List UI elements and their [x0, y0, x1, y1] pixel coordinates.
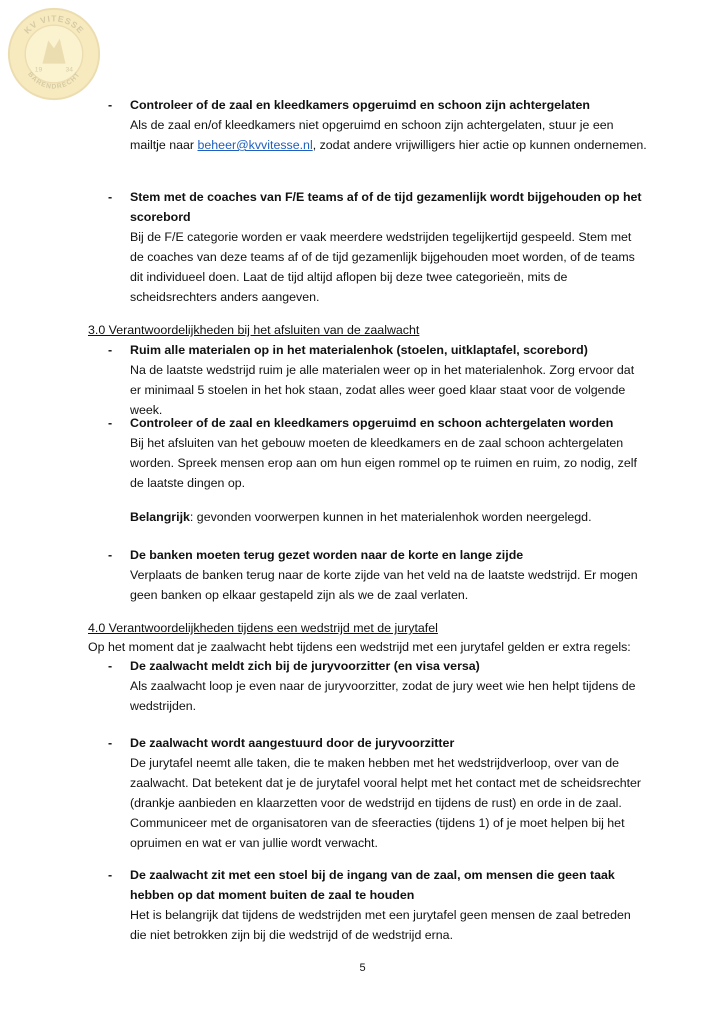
- bullet-dash: -: [108, 416, 113, 430]
- svg-text:34: 34: [65, 66, 74, 74]
- item-body: Verplaats de banken terug naar de korte zijde van het veld na de laatste wedstrijd. Er mogen geen banken op elkaar gestapeld zijn als we de zaal verlaten.: [130, 568, 638, 602]
- important-note: [130, 507, 648, 527]
- list-item: [108, 656, 648, 716]
- item-body: Bij de F/E categorie worden er vaak meerdere wedstrijden tegelijkertijd gespeeld. Stem met de coaches van deze teams af of de tijd gezamenlijk bijgehouden moet worden, of de teams dit individueel doen. Laat de tijd altijd aflopen bij deze twee categorieën, mits de scheidsrechters anders aangeven.: [130, 230, 635, 304]
- email-link[interactable]: beheer@kvvitesse.nl: [197, 138, 313, 152]
- section-intro: Op het moment dat je zaalwacht hebt tijdens een wedstrijd met een jurytafel gelden er extra regels:: [88, 640, 631, 654]
- item-title: De zaalwacht zit met een stoel bij de ingang van de zaal, om mensen die geen taak hebben op dat moment buiten de zaal te houden: [130, 868, 615, 902]
- item-title: Controleer of de zaal en kleedkamers opgeruimd en schoon achtergelaten worden: [130, 416, 614, 430]
- list-item: [108, 733, 648, 853]
- bullet-dash: -: [108, 343, 113, 357]
- list-item: [108, 865, 648, 945]
- item-body: Het is belangrijk dat tijdens de wedstrijden met een jurytafel geen mensen de zaal betreden die niet betrokken zijn bij die wedstrijd of de wedstrijd erna.: [130, 908, 631, 942]
- bullet-dash: -: [108, 736, 113, 750]
- section-heading: 4.0 Verantwoordelijkheden tijdens een wedstrijd met de jurytafel: [88, 621, 438, 635]
- bullet-dash: -: [108, 868, 113, 882]
- club-logo: [6, 6, 102, 102]
- svg-text:BARENDRECHT: BARENDRECHT: [26, 71, 82, 91]
- list-item: [108, 413, 648, 493]
- bullet-dash: -: [108, 548, 113, 562]
- note-label: Belangrijk: [130, 510, 190, 524]
- item-title: De zaalwacht meldt zich bij de juryvoorzitter (en visa versa): [130, 659, 480, 673]
- bullet-dash: -: [108, 98, 113, 112]
- item-title: De banken moeten terug gezet worden naar de korte en lange zijde: [130, 548, 524, 562]
- item-body: Na de laatste wedstrijd ruim je alle materialen weer op in het materialenhok. Zorg ervoor dat er minimaal 5 stoelen in het hok staan, zodat alles weer goed klaar staat voor de volgende week.: [130, 363, 635, 417]
- item-title: Ruim alle materialen op in het materialenhok (stoelen, uitklaptafel, scorebord): [130, 343, 588, 357]
- svg-text:KV VITESSE: KV VITESSE: [21, 13, 87, 36]
- list-item: [108, 340, 648, 420]
- svg-text:19: 19: [34, 66, 43, 74]
- bullet-dash: -: [108, 190, 113, 204]
- note-text: : gevonden voorwerpen kunnen in het materialenhok worden neergelegd.: [189, 510, 592, 524]
- list-item: [108, 545, 648, 605]
- item-title: De zaalwacht wordt aangestuurd door de juryvoorzitter: [130, 736, 455, 750]
- page-number: 5: [359, 962, 366, 974]
- bullet-dash: -: [108, 659, 113, 673]
- item-body: Bij het afsluiten van het gebouw moeten de kleedkamers en de zaal schoon achtergelaten worden. Spreek mensen erop aan om hun eigen rommel op te ruimen en ruim, zo nodig, zelf de laatste dingen op.: [130, 436, 637, 490]
- item-body: De jurytafel neemt alle taken, die te maken hebben met het wedstrijdverloop, over van de zaalwacht. Dat betekent dat je de jurytafel vooral helpt met het contact met de scheidsrechter (drankje aanbieden en klaarzetten voor de wedstrijd en tijdens de rust) en orde in de zaal. Communiceer met de organisatoren van de sfeeracties (tijdens 1) of je moet helpen bij het opruimen en wat er van jullie wordt verwacht.: [130, 756, 642, 850]
- list-item: [108, 95, 648, 155]
- item-title: Controleer of de zaal en kleedkamers opgeruimd en schoon zijn achtergelaten: [130, 98, 590, 112]
- item-body: Als zaalwacht loop je even naar de juryvoorzitter, zodat de jury weet wie hen helpt tijdens de wedstrijden.: [130, 679, 636, 713]
- section-heading: 3.0 Verantwoordelijkheden bij het afsluiten van de zaalwacht: [88, 323, 420, 337]
- item-body: Als de zaal en/of kleedkamers niet opgeruimd en schoon zijn achtergelaten, stuur je een mailtje naar beheer@kvvitesse.nl, zodat andere vrijwilligers hier actie op kunnen ondernemen.: [130, 118, 647, 152]
- list-item: [108, 187, 648, 307]
- item-title: Stem met de coaches van F/E teams af of de tijd gezamenlijk wordt bijgehouden op het scorebord: [130, 190, 642, 224]
